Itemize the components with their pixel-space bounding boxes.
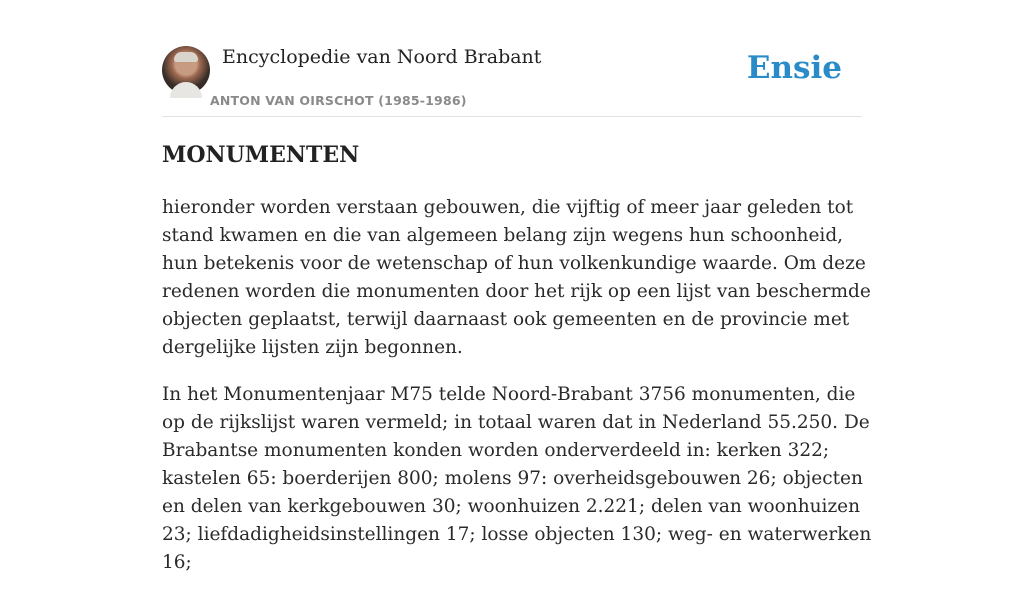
article-header — [162, 46, 862, 117]
ensie-logo[interactable]: Ensie — [746, 50, 842, 86]
author-avatar[interactable] — [162, 46, 210, 94]
avatar-hair — [174, 52, 198, 62]
avatar-collar — [170, 82, 202, 98]
article-paragraph: hieronder worden verstaan gebouwen, die vijftig of meer jaar geleden tot stand kwamen en die van algemeen belang zijn wegens hun schoonheid, hun betekenis voor de wetenschap of hun volkenkundige waarde. Om deze redenen worden die monumenten door het rijk op een lijst van beschermde objecten geplaatst, terwijl daarnaast ook gemeenten en de provincie met dergelijke lijsten zijn begonnen. — [162, 197, 871, 358]
article-content — [162, 140, 872, 596]
author-name-link[interactable]: ANTON VAN OIRSCHOT (1985-1986) — [210, 93, 467, 108]
article-paragraph: In het Monumentenjaar M75 telde Noord-Brabant 3756 monumenten, die op de rijkslijst waren vermeld; in totaal waren dat in Nederland 55.250. De Brabantse monumenten konden worden onderverdeeld in: kerken 322; kastelen 65: boerderijen 800; molens 97: overheidsgebouwen 26; objecten en delen van kerkgebouwen 30; woonhuizen 2.221; delen van woonhuizen 23; liefdadigheidsinstellingen 17; losse objecten 130; weg- en waterwerken 16; — [162, 384, 872, 573]
encyclopedia-title-link[interactable]: Encyclopedie van Noord Brabant — [222, 46, 542, 68]
article-title: MONUMENTEN — [162, 142, 360, 168]
